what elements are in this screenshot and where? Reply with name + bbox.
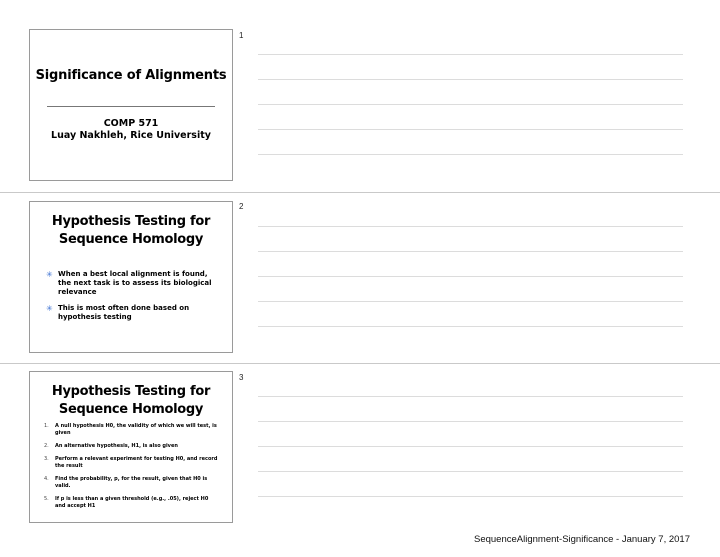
slide-3-title: Hypothesis Testing for Sequence Homology <box>51 384 211 417</box>
list-item: 1. A null hypothesis H0, the validity of which we will test, is given <box>44 423 217 436</box>
title-divider <box>47 106 215 107</box>
section-divider <box>0 192 720 193</box>
list-item: 4. Find the probability, p, for the result, given that H0 is valid. <box>44 476 208 489</box>
slide-2 <box>29 201 233 353</box>
list-item: 2. An alternative hypothesis, H1, is also given <box>44 443 178 449</box>
star-bullet-icon: ✳ <box>46 270 53 279</box>
list-item: 3. Perform a relevant experiment for testing H0, and record the result <box>44 456 218 469</box>
star-bullet-icon: ✳ <box>46 304 53 313</box>
slide-number-3: 3 <box>239 373 244 382</box>
notes-lines-1 <box>258 54 683 155</box>
list-item: ✳ When a best local alignment is found, the next task is to assess its biological relevance <box>46 270 212 296</box>
slide-1 <box>29 29 233 181</box>
slide-2-title: Hypothesis Testing for Sequence Homology <box>51 214 211 247</box>
page-footer: SequenceAlignment-Significance - January 7, 2017 <box>474 534 690 545</box>
section-divider <box>0 363 720 364</box>
author-line: Luay Nakhleh, Rice University <box>51 130 211 141</box>
list-item: ✳ This is most often done based on hypothesis testing <box>46 304 190 321</box>
slide-1-subtitle <box>30 118 232 142</box>
notes-lines-3 <box>258 396 683 497</box>
list-item: 5. If p is less than a given threshold (e.g., .05), reject H0 and accept H1 <box>44 496 209 509</box>
course-code: COMP 571 <box>103 118 159 129</box>
slide-3 <box>29 371 233 523</box>
bullet-list <box>46 270 222 329</box>
notes-lines-2 <box>258 226 683 327</box>
numbered-list <box>44 423 220 516</box>
slide-1-title: Significance of Alignments <box>35 68 227 83</box>
slide-number-1: 1 <box>239 31 244 40</box>
slide-number-2: 2 <box>239 202 244 211</box>
